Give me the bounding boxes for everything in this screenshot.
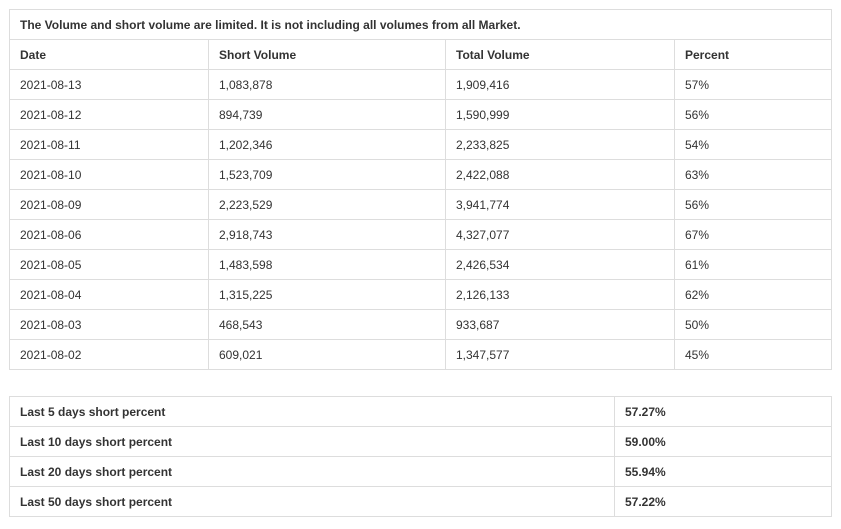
percent-cell: 63%: [675, 160, 832, 190]
column-header-date: Date: [10, 40, 209, 70]
percent-cell: 57%: [675, 70, 832, 100]
table-header-row: [10, 40, 832, 70]
total-volume-cell: 1,590,999: [446, 100, 675, 130]
short-percent-summary-table: [9, 396, 832, 517]
column-header-short-volume: Short Volume: [209, 40, 446, 70]
percent-cell: 54%: [675, 130, 832, 160]
date-cell: 2021-08-04: [10, 280, 209, 310]
table-row: [10, 280, 832, 310]
summary-value: 55.94%: [615, 457, 832, 487]
short-volume-cell: 1,083,878: [209, 70, 446, 100]
total-volume-cell: 2,422,088: [446, 160, 675, 190]
short-volume-cell: 1,483,598: [209, 250, 446, 280]
table-row: [10, 310, 832, 340]
notice-row: [10, 10, 832, 40]
summary-row: [10, 487, 832, 517]
summary-row: [10, 427, 832, 457]
date-cell: 2021-08-12: [10, 100, 209, 130]
summary-value: 57.27%: [615, 397, 832, 427]
date-cell: 2021-08-02: [10, 340, 209, 370]
summary-label: Last 50 days short percent: [10, 487, 615, 517]
table-row: [10, 130, 832, 160]
total-volume-cell: 1,347,577: [446, 340, 675, 370]
column-header-total-volume: Total Volume: [446, 40, 675, 70]
table-row: [10, 100, 832, 130]
short-volume-table: [9, 9, 832, 370]
table-row: [10, 250, 832, 280]
percent-cell: 62%: [675, 280, 832, 310]
short-volume-cell: 1,315,225: [209, 280, 446, 310]
date-cell: 2021-08-09: [10, 190, 209, 220]
date-cell: 2021-08-11: [10, 130, 209, 160]
summary-label: Last 20 days short percent: [10, 457, 615, 487]
summary-row: [10, 457, 832, 487]
percent-cell: 56%: [675, 190, 832, 220]
summary-label: Last 5 days short percent: [10, 397, 615, 427]
volume-notice: The Volume and short volume are limited. It is not including all volumes from all Market.: [10, 10, 832, 40]
date-cell: 2021-08-10: [10, 160, 209, 190]
table-row: [10, 160, 832, 190]
percent-cell: 67%: [675, 220, 832, 250]
short-volume-cell: 1,523,709: [209, 160, 446, 190]
short-volume-cell: 2,223,529: [209, 190, 446, 220]
short-volume-cell: 894,739: [209, 100, 446, 130]
percent-cell: 50%: [675, 310, 832, 340]
short-volume-cell: 609,021: [209, 340, 446, 370]
percent-cell: 56%: [675, 100, 832, 130]
short-volume-cell: 468,543: [209, 310, 446, 340]
summary-value: 59.00%: [615, 427, 832, 457]
summary-row: [10, 397, 832, 427]
total-volume-cell: 2,126,133: [446, 280, 675, 310]
total-volume-cell: 2,233,825: [446, 130, 675, 160]
total-volume-cell: 933,687: [446, 310, 675, 340]
table-row: [10, 70, 832, 100]
percent-cell: 61%: [675, 250, 832, 280]
percent-cell: 45%: [675, 340, 832, 370]
date-cell: 2021-08-13: [10, 70, 209, 100]
total-volume-cell: 1,909,416: [446, 70, 675, 100]
table-row: [10, 190, 832, 220]
total-volume-cell: 4,327,077: [446, 220, 675, 250]
table-row: [10, 340, 832, 370]
date-cell: 2021-08-03: [10, 310, 209, 340]
short-volume-cell: 1,202,346: [209, 130, 446, 160]
total-volume-cell: 2,426,534: [446, 250, 675, 280]
short-volume-cell: 2,918,743: [209, 220, 446, 250]
column-header-percent: Percent: [675, 40, 832, 70]
table-row: [10, 220, 832, 250]
summary-value: 57.22%: [615, 487, 832, 517]
date-cell: 2021-08-06: [10, 220, 209, 250]
date-cell: 2021-08-05: [10, 250, 209, 280]
total-volume-cell: 3,941,774: [446, 190, 675, 220]
summary-label: Last 10 days short percent: [10, 427, 615, 457]
